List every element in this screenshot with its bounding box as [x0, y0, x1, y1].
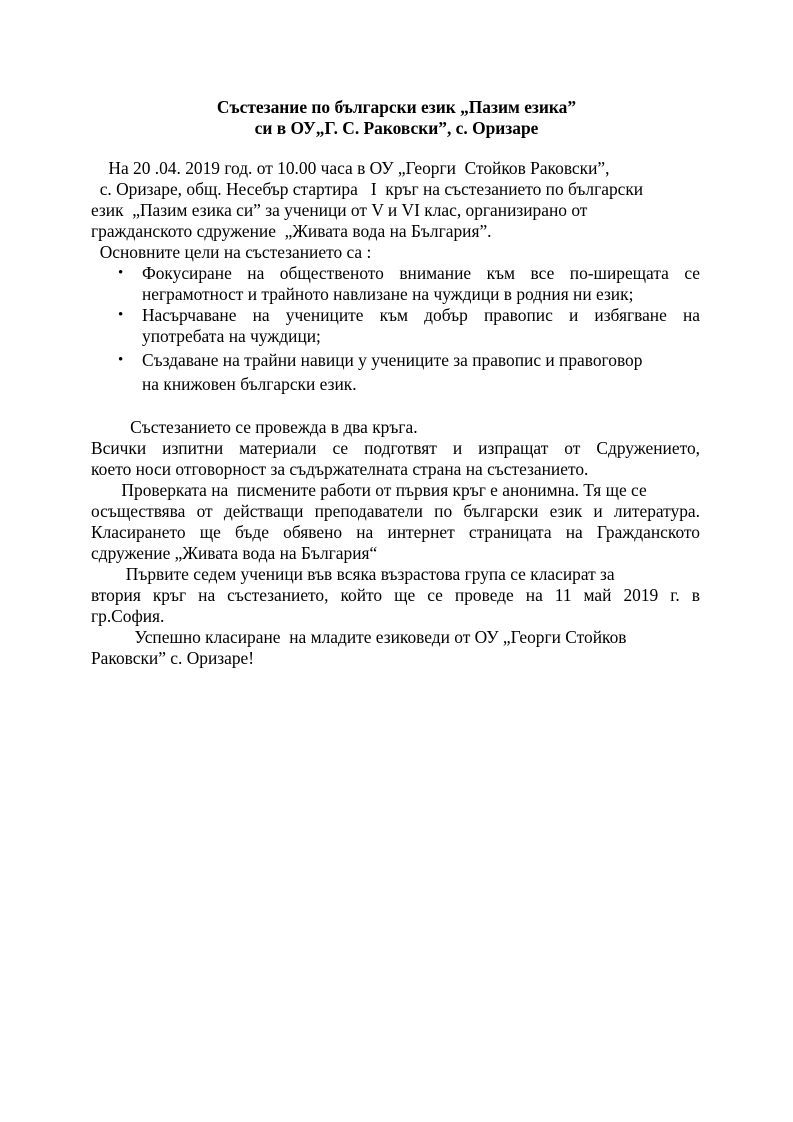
bullet-icon: • — [118, 352, 124, 368]
goal-line: неграмотност и трайното навлизане на чуждици в родния ни език; — [142, 284, 634, 304]
rounds-paragraph: Състезанието се провежда в два кръга. — [91, 417, 418, 437]
list-item — [91, 263, 700, 305]
first-seven-paragraph — [91, 564, 700, 627]
wish-line-1: Успешно класиране на младите езиковеди от ОУ „Георги Стойков — [91, 627, 627, 647]
materials-line-2: което носи отговорност за съдържателната страна на състезанието. — [91, 459, 589, 479]
first-line-1: Първите седем ученици във всяка възрастова група се класират за — [91, 564, 615, 584]
check-line-1: Проверката на писмените работи от първия кръг е анонимна. Тя ще се — [91, 480, 647, 500]
document-title-line-2: си в ОУ„Г. С. Раковски”, с. Оризаре — [254, 118, 539, 138]
goal-line: Фокусиране на общественото внимание към все по-ширещата се — [142, 263, 700, 283]
intro-line-3: език „Пазим езика си” за ученици от V и VI клас, организирано от — [91, 200, 588, 220]
spacer — [91, 398, 700, 417]
check-line-4: сдружение „Живата вода на България“ — [91, 543, 378, 563]
goals-list — [91, 263, 700, 398]
document-title-line-1: Състезание по български език „Пазим езика” — [216, 97, 577, 117]
first-line-3: гр.София. — [91, 606, 165, 626]
bullet-icon: • — [118, 307, 124, 323]
intro-line-2: с. Оризаре, общ. Несебър стартира I кръг на състезанието по български — [91, 179, 644, 199]
list-item — [91, 305, 700, 347]
wish-line-2: Раковски” с. Оризаре! — [91, 648, 255, 668]
intro-line-1: На 20 .04. 2019 год. от 10.00 часа в ОУ „Георги Стойков Раковски”, — [91, 158, 610, 178]
materials-paragraph — [91, 438, 700, 480]
intro-line-4: гражданското сдружение „Живата вода на България”. — [91, 221, 492, 241]
goal-line: Насърчаване на учениците към добър правопис и избягване на — [142, 305, 700, 325]
goal-line: на книжовен български език. — [142, 374, 357, 394]
intro-paragraph — [91, 158, 700, 242]
list-item — [91, 350, 700, 398]
first-line-2: втория кръг на състезанието, който ще се проведе на 11 май 2019 г. в — [91, 585, 700, 605]
goal-line: употребата на чуждици; — [142, 326, 321, 346]
goal-line: Създаване на трайни навици у учениците за правопис и правоговор — [142, 350, 643, 370]
check-line-2: осъществява от действащи преподаватели по български език и литература. — [91, 501, 700, 521]
goals-heading: Основните цели на състезанието са : — [91, 242, 372, 262]
check-paragraph — [91, 480, 700, 564]
bullet-icon: • — [118, 265, 124, 281]
wish-paragraph — [91, 627, 700, 669]
check-line-3: Класирането ще бъде обявено на интернет страницата на Гражданското — [91, 522, 700, 542]
materials-line-1: Всички изпитни материали се подготвят и изпращат от Сдружението, — [91, 438, 700, 458]
document-body — [91, 158, 700, 669]
